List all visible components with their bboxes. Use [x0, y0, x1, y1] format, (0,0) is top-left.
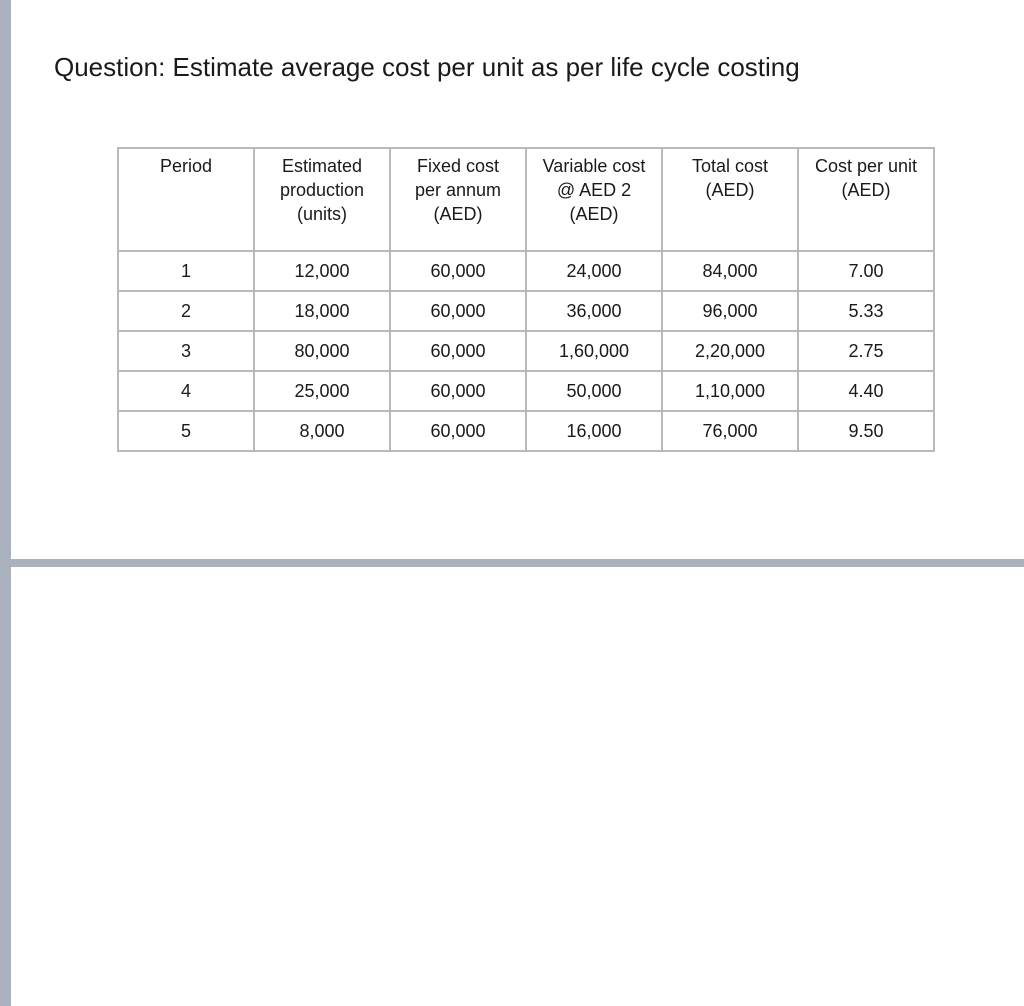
cell-period: 1	[118, 251, 254, 291]
cell-total-cost: 84,000	[662, 251, 798, 291]
cell-total-cost: 96,000	[662, 291, 798, 331]
cell-estimated-production: 18,000	[254, 291, 390, 331]
question-heading: Question: Estimate average cost per unit as per life cycle costing	[54, 52, 800, 82]
cell-fixed-cost: 60,000	[390, 411, 526, 451]
table-row	[118, 251, 934, 291]
cell-cost-per-unit: 2.75	[798, 331, 934, 371]
table-header-row	[118, 148, 934, 251]
cell-variable-cost: 24,000	[526, 251, 662, 291]
slide-divider	[11, 559, 1024, 567]
table-row	[118, 331, 934, 371]
cell-estimated-production: 12,000	[254, 251, 390, 291]
cell-period: 2	[118, 291, 254, 331]
life-cycle-cost-table	[117, 147, 935, 452]
cell-fixed-cost: 60,000	[390, 331, 526, 371]
cell-fixed-cost: 60,000	[390, 251, 526, 291]
header-cost-per-unit: Cost per unit (AED)	[798, 148, 934, 251]
cell-period: 5	[118, 411, 254, 451]
table-row	[118, 291, 934, 331]
cell-cost-per-unit: 4.40	[798, 371, 934, 411]
header-variable-cost: Variable cost @ AED 2 (AED)	[526, 148, 662, 251]
cell-period: 4	[118, 371, 254, 411]
cell-estimated-production: 25,000	[254, 371, 390, 411]
cell-variable-cost: 1,60,000	[526, 331, 662, 371]
cell-variable-cost: 50,000	[526, 371, 662, 411]
header-estimated-production: Estimated production (units)	[254, 148, 390, 251]
left-scroll-margin	[0, 0, 11, 1006]
cell-total-cost: 76,000	[662, 411, 798, 451]
cell-total-cost: 2,20,000	[662, 331, 798, 371]
cell-cost-per-unit: 5.33	[798, 291, 934, 331]
cell-estimated-production: 8,000	[254, 411, 390, 451]
cell-cost-per-unit: 9.50	[798, 411, 934, 451]
cell-variable-cost: 36,000	[526, 291, 662, 331]
header-fixed-cost: Fixed cost per annum (AED)	[390, 148, 526, 251]
table-row	[118, 411, 934, 451]
header-period: Period	[118, 148, 254, 251]
header-total-cost: Total cost (AED)	[662, 148, 798, 251]
table-row	[118, 371, 934, 411]
cell-total-cost: 1,10,000	[662, 371, 798, 411]
cell-fixed-cost: 60,000	[390, 371, 526, 411]
cell-estimated-production: 80,000	[254, 331, 390, 371]
cell-cost-per-unit: 7.00	[798, 251, 934, 291]
cell-variable-cost: 16,000	[526, 411, 662, 451]
cell-period: 3	[118, 331, 254, 371]
cell-fixed-cost: 60,000	[390, 291, 526, 331]
